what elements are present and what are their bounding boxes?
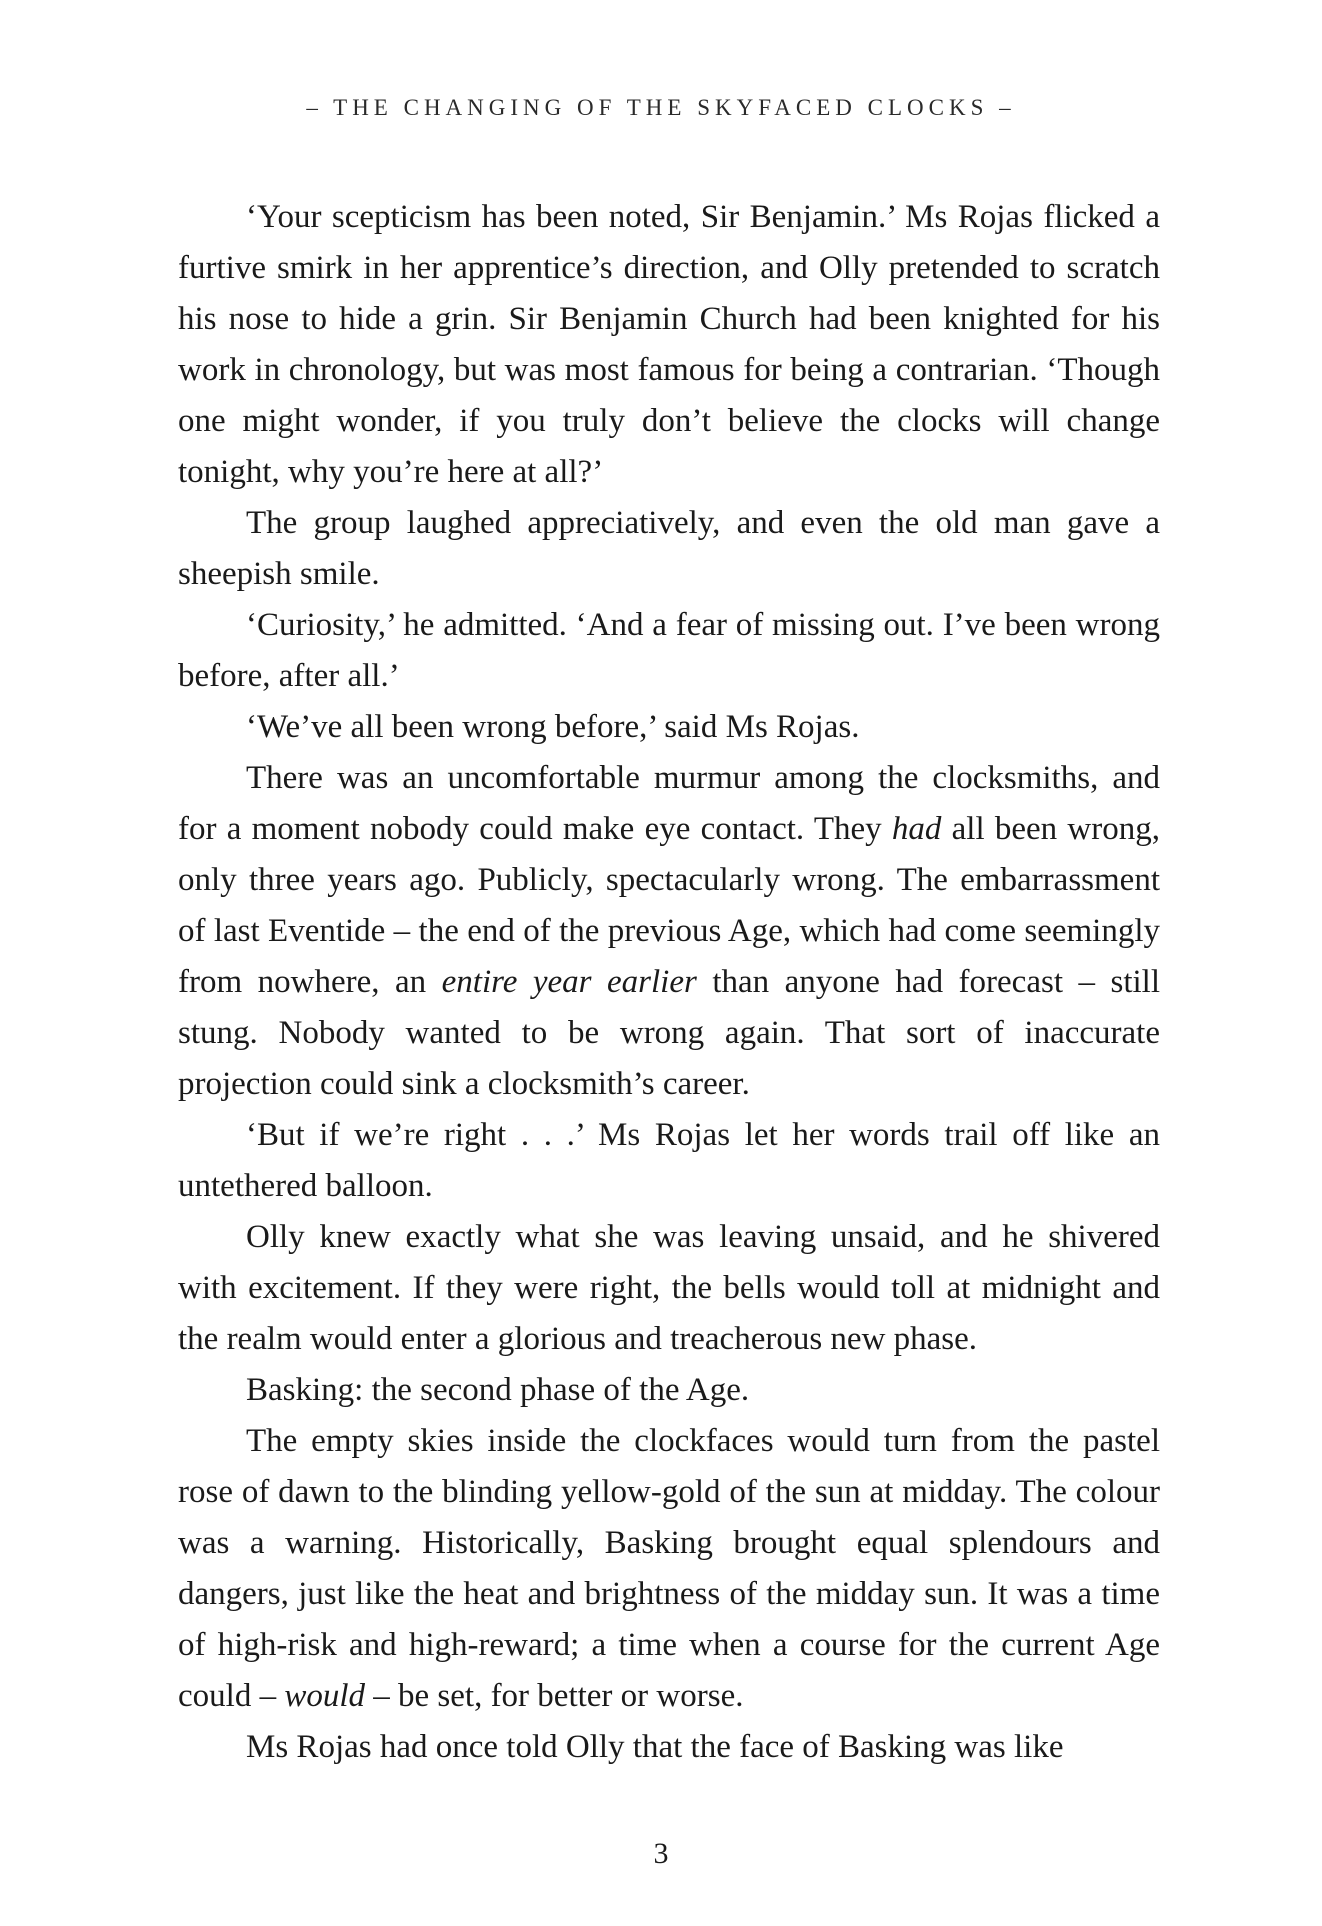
text-run: than anyone had forecast – still stung. Nobody wanted to be wrong again. That sort of inaccurate projection could sink a clocksmith’s career. [178,964,1160,1102]
italic-text: would [284,1678,366,1714]
text-run: ‘We’ve all been wrong before,’ said Ms Rojas. [246,709,860,745]
text-run: The empty skies inside the clockfaces would turn from the pastel rose of dawn to the blinding yellow-gold of the sun at midday. The colour was a warning. Historically, Basking brought equal splendours and dangers, just like the heat and brightness of the midday sun. It was a time of high-risk and high-reward; a time when a course for the current Age could – [178,1423,1160,1714]
paragraph [178,192,1160,498]
paragraph [178,702,1160,753]
paragraph [178,1722,1160,1773]
paragraph [178,600,1160,702]
text-run: Ms Rojas had once told Olly that the face of Basking was like [246,1729,1064,1765]
paragraph [178,1212,1160,1365]
page-number: 3 [653,1837,669,1870]
text-run: Olly knew exactly what she was leaving unsaid, and he shivered with excitement. If they were right, the bells would toll at midnight and the realm would enter a glorious and treacherous new phase. [178,1219,1160,1357]
text-run: ‘Curiosity,’ he admitted. ‘And a fear of missing out. I’ve been wrong before, after all.’ [178,607,1160,694]
paragraph [178,498,1160,600]
text-run: ‘Your scepticism has been noted, Sir Benjamin.’ Ms Rojas flicked a furtive smirk in her apprentice’s direction, and Olly pretended to scratch his nose to hide a grin. Sir Benjamin Church had been knighted for his work in chronology, but was most famous for being a contrarian. ‘Though one might wonder, if you truly don’t believe the clocks will change tonight, why you’re here at all?’ [178,199,1160,490]
text-run: Basking: the second phase of the Age. [246,1372,750,1408]
paragraph [178,1416,1160,1722]
text-run: all been wrong, only three years ago. Publicly, spectacularly wrong. The embarrassment of last Eventide – the end of the previous Age, which had come seemingly from nowhere, an [178,811,1160,1000]
paragraph [178,753,1160,1110]
paragraph [178,1365,1160,1416]
italic-text: had [891,811,942,847]
body-text [178,192,1160,1773]
italic-text: entire year earlier [441,964,697,1000]
running-head: – THE CHANGING OF THE SKYFACED CLOCKS – [306,95,1016,120]
text-run: ‘But if we’re right . . .’ Ms Rojas let her words trail off like an untethered balloon. [178,1117,1160,1204]
text-run: – be set, for better or worse. [365,1678,744,1714]
text-run: There was an uncomfortable murmur among the clocksmiths, and for a moment nobody could make eye contact. They [178,760,1160,847]
paragraph [178,1110,1160,1212]
text-run: The group laughed appreciatively, and even the old man gave a sheepish smile. [178,505,1160,592]
